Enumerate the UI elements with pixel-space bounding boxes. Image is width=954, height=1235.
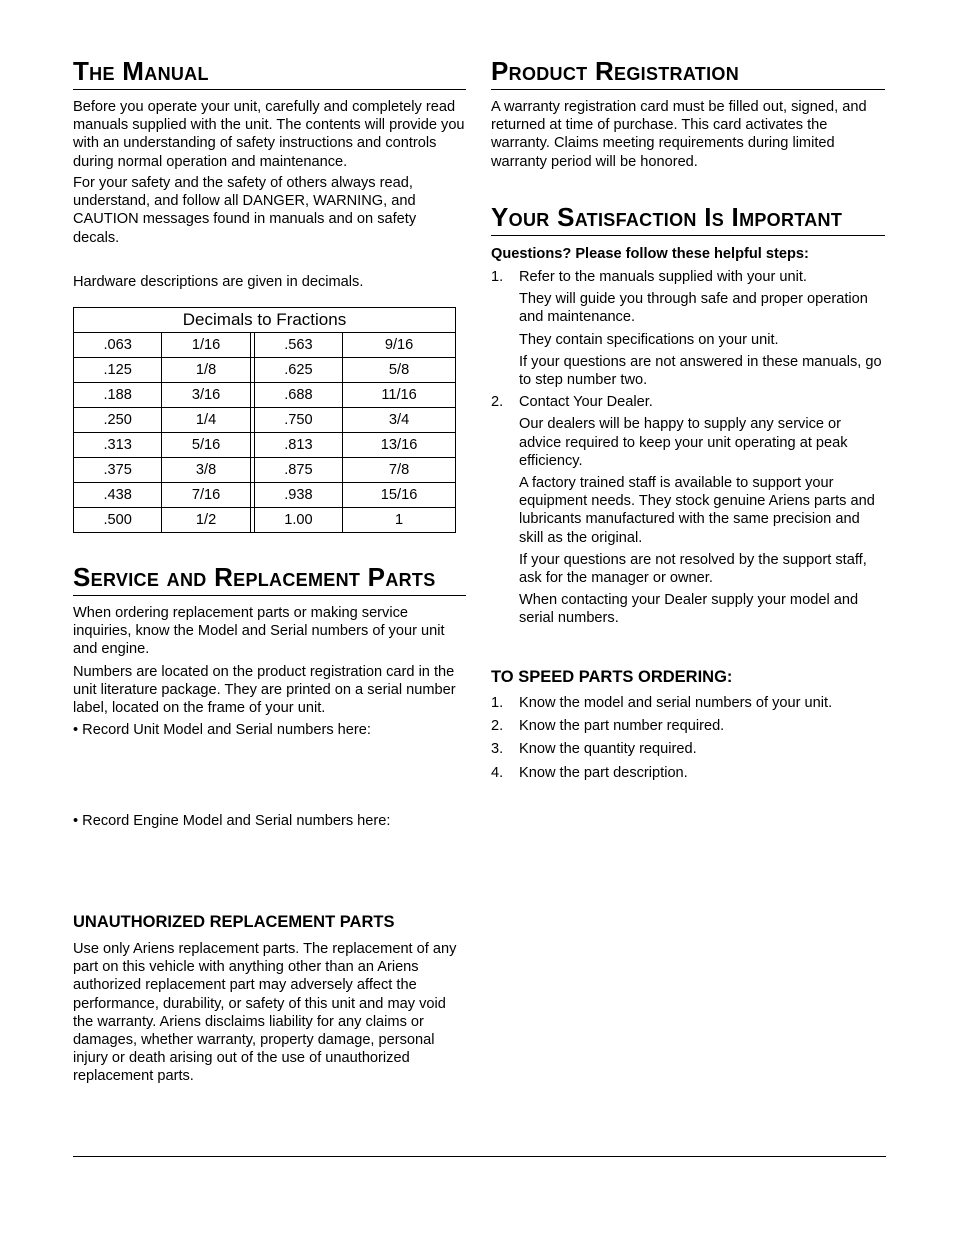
table-cell: .938 — [254, 483, 342, 508]
table-row — [74, 483, 456, 508]
step-1-detail-c: If your questions are not answered in these manuals, go to step number two. — [519, 353, 882, 389]
table-cell: 1 — [343, 508, 456, 533]
table-row — [74, 433, 456, 458]
table-cell: .563 — [254, 333, 342, 358]
table-cell: .750 — [254, 408, 342, 433]
table-row — [74, 458, 456, 483]
table-row — [74, 508, 456, 533]
step-2-detail-b: A factory trained staff is available to support your equipment needs. They stock genuine Ariens parts and lubricants manufactured with the same precision and skill as the original. — [519, 475, 875, 546]
table-cell: .375 — [74, 458, 162, 483]
table-cell: 3/8 — [162, 458, 250, 483]
table-cell: 5/8 — [343, 358, 456, 383]
unauthorized-heading: UNAUTHORIZED REPLACEMENT PARTS — [73, 913, 395, 931]
table-cell: .625 — [254, 358, 342, 383]
footer-rule — [73, 1156, 886, 1157]
table-cell: .188 — [74, 383, 162, 408]
table-row — [74, 408, 456, 433]
table-cell: 5/16 — [162, 433, 250, 458]
step-1-text: Refer to the manuals supplied with your unit. — [519, 269, 807, 285]
registration-heading: Product Registration — [491, 56, 885, 90]
satisfaction-heading: Your Satisfaction Is Important — [491, 202, 885, 236]
table-cell: 11/16 — [343, 383, 456, 408]
table-cell: .813 — [254, 433, 342, 458]
speed-ordering-number: 3. — [491, 741, 504, 758]
table-cell: 1/4 — [162, 408, 250, 433]
speed-ordering-number: 1. — [491, 695, 504, 711]
speed-ordering-item — [491, 717, 885, 735]
step-2 — [491, 393, 885, 411]
table-cell: .125 — [74, 358, 162, 383]
engine-serial-bullet: • Record Engine Model and Serial numbers here: — [73, 813, 391, 829]
table-cell: 3/4 — [343, 408, 456, 433]
table-cell: .313 — [74, 433, 162, 458]
step-2-detail-c: If your questions are not resolved by the support staff, ask for the manager or owner. — [519, 551, 867, 587]
table-cell: 1/8 — [162, 358, 250, 383]
speed-ordering-item — [491, 694, 885, 712]
manual-heading: The Manual — [73, 56, 466, 90]
service-paragraph-1: When ordering replacement parts or making service inquiries, know the Model and Serial numbers of your unit and engine. — [73, 605, 445, 658]
table-cell: 3/16 — [162, 383, 250, 408]
manual-paragraph-1: Before you operate your unit, carefully and completely read manuals supplied with the unit. The contents will provide you with an understanding of safety instructions and controls during normal operation and maintenance. — [73, 99, 465, 170]
speed-ordering-text: Know the model and serial numbers of your unit. — [519, 695, 833, 711]
step-2-text: Contact Your Dealer. — [519, 394, 653, 411]
table-cell: .688 — [254, 383, 342, 408]
table-cell: .063 — [74, 333, 162, 358]
unit-serial-bullet: • Record Unit Model and Serial numbers here: — [73, 722, 371, 738]
table-cell: 1/2 — [162, 508, 250, 533]
speed-ordering-number: 4. — [491, 764, 504, 781]
service-heading: Service and Replacement Parts — [73, 562, 466, 596]
speed-ordering-text: Know the part number required. — [519, 718, 725, 735]
table-cell: 7/16 — [162, 483, 250, 508]
questions-heading: Questions? Please follow these helpful steps: — [491, 246, 809, 262]
step-1-detail-b: They contain specifications on your unit. — [519, 331, 779, 348]
table-cell: 1.00 — [254, 508, 342, 533]
speed-ordering-text: Know the quantity required. — [519, 741, 697, 758]
service-paragraph-2: Numbers are located on the product registration card in the unit literature package. They are printed on a serial number label, located on the frame of your unit. — [73, 664, 456, 717]
table-cell: .250 — [74, 408, 162, 433]
table-cell: .500 — [74, 508, 162, 533]
step-2-number: 2. — [491, 394, 504, 411]
step-1-number: 1. — [491, 269, 504, 285]
speed-ordering-item — [491, 740, 885, 758]
step-1 — [491, 268, 885, 286]
table-row — [74, 383, 456, 408]
speed-ordering-list — [491, 694, 885, 787]
speed-ordering-heading: TO SPEED PARTS ORDERING: — [491, 668, 733, 686]
table-cell: 13/16 — [343, 433, 456, 458]
table-row — [74, 333, 456, 358]
table-cell: .438 — [74, 483, 162, 508]
decimals-fractions-table — [73, 307, 456, 533]
step-2-detail-d: When contacting your Dealer supply your model and serial numbers. — [519, 592, 859, 627]
table-cell: 1/16 — [162, 333, 250, 358]
step-2-detail-a: Our dealers will be happy to supply any service or advice required to keep your unit operating at peak efficiency. — [519, 416, 848, 469]
table-cell: 15/16 — [343, 483, 456, 508]
registration-text: A warranty registration card must be filled out, signed, and returned at time of purchase. This card activates the warranty. Claims meeting requirements during limited warranty period will be honored. — [491, 99, 867, 170]
table-row — [74, 358, 456, 383]
steps-block — [491, 268, 885, 628]
unauthorized-text: Use only Ariens replacement parts. The replacement of any part on this vehicle with anything other than an Ariens authorized replacement part may adversely affect the performance, durability, or safety of this unit and may void the warranty. Ariens disclaims liability for any claims or damages, whether warranty, property damage, personal injury or death arising out of the use of unauthorized replacement parts. — [73, 941, 457, 1085]
step-1-detail-a: They will guide you through safe and proper operation and maintenance. — [519, 291, 868, 326]
speed-ordering-number: 2. — [491, 718, 504, 735]
speed-ordering-text: Know the part description. — [519, 764, 688, 781]
hardware-note: Hardware descriptions are given in decimals. — [73, 274, 364, 290]
manual-paragraph-2: For your safety and the safety of others always read, understand, and follow all DANGER, WARNING, and CAUTION messages found in manuals and on safety decals. — [73, 175, 417, 246]
table-cell: 9/16 — [343, 333, 456, 358]
table-cell: 7/8 — [343, 458, 456, 483]
speed-ordering-item — [491, 764, 885, 782]
table-caption: Decimals to Fractions — [74, 308, 456, 333]
table-cell: .875 — [254, 458, 342, 483]
